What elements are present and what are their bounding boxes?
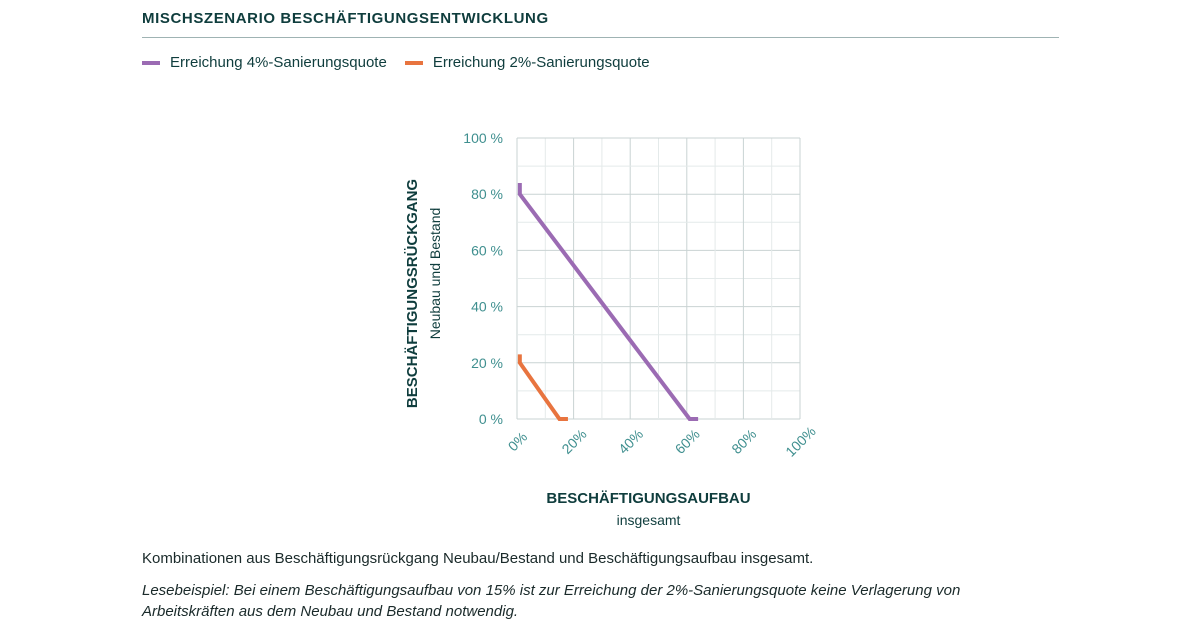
y-tick-label: 60 %	[471, 242, 503, 259]
x-tick-label: 100%	[782, 423, 819, 460]
x-axis-title: BESCHÄFTIGUNGSAUFBAU	[546, 490, 751, 507]
y-tick-label: 40 %	[471, 298, 503, 315]
chart-caption: Kombinationen aus Beschäftigungsrückgang Neubau/Bestand und Beschäftigungsaufbau insgesamt.	[142, 550, 814, 567]
chart-title: MISCHSZENARIO BESCHÄFTIGUNGSENTWICKLUNG	[142, 10, 549, 27]
y-axis-ticks	[463, 130, 503, 427]
series-line-1	[520, 354, 568, 419]
legend-label-4pct: Erreichung 4%-Sanierungsquote	[170, 54, 387, 71]
x-tick-label: 80%	[728, 425, 760, 458]
reading-example: Lesebeispiel: Bei einem Beschäftigungsaufbau von 15% ist zur Erreichung der 2%-Sanierungsquote keine Verlagerung von Arbeitskräften aus dem Neubau und Bestand notwendig.	[142, 582, 961, 620]
y-tick-label: 20 %	[471, 354, 503, 371]
x-axis-ticks	[505, 423, 819, 460]
y-tick-label: 0 %	[478, 411, 503, 427]
y-axis-title: BESCHÄFTIGUNGSRÜCKGANG	[404, 178, 421, 409]
x-tick-label: 60%	[671, 425, 703, 458]
x-tick-label: 20%	[558, 425, 590, 458]
y-tick-label: 80 %	[471, 186, 503, 203]
x-tick-label: 40%	[615, 425, 647, 458]
series-lines	[520, 183, 698, 419]
x-tick-label: 0%	[504, 428, 531, 455]
x-axis-subtitle: insgesamt	[616, 512, 681, 528]
series-line-0	[520, 183, 698, 419]
legend-label-2pct: Erreichung 2%-Sanierungsquote	[432, 54, 650, 71]
y-tick-label: 100 %	[463, 130, 503, 146]
y-axis-subtitle: Neubau und Bestand	[427, 207, 443, 340]
